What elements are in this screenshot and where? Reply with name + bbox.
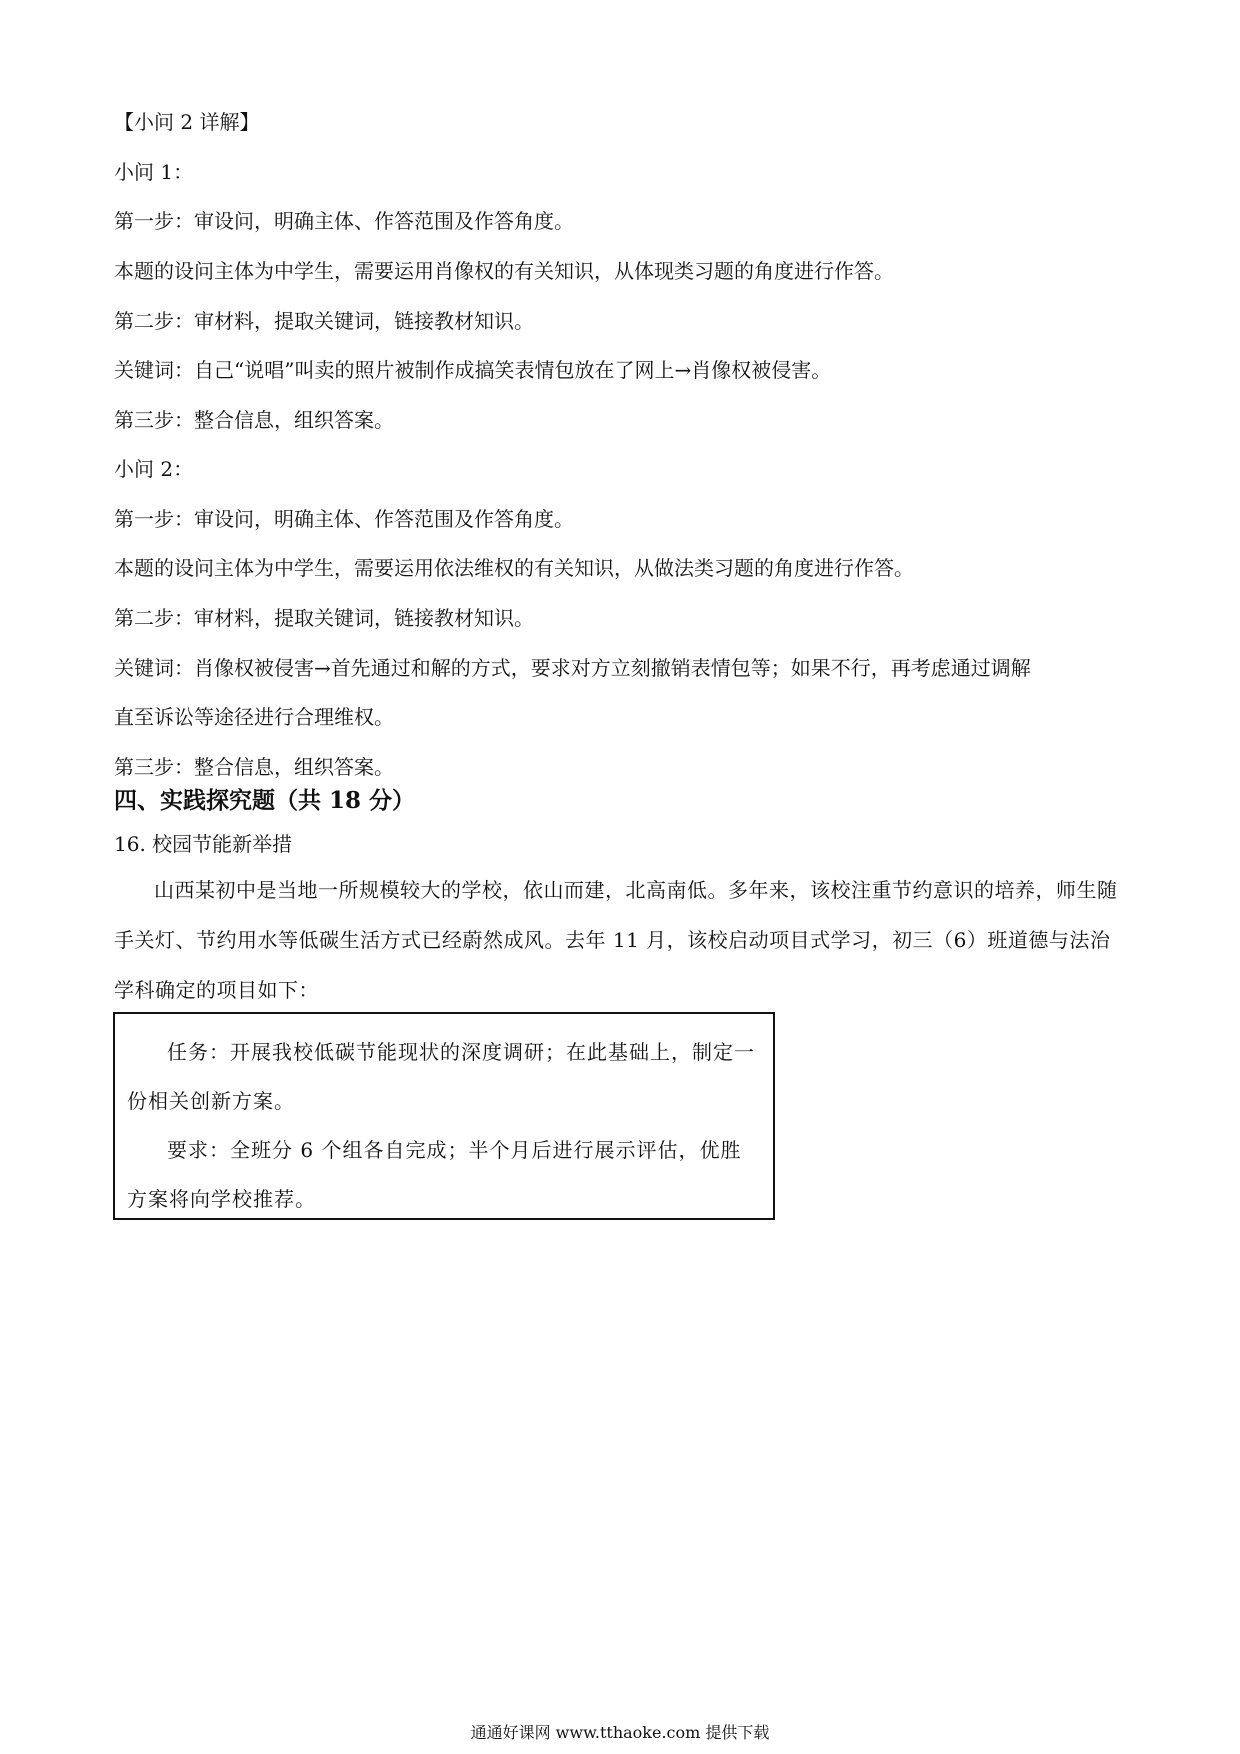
step-1-text: 第一步：审设问，明确主体、作答范围及作答角度。 — [114, 507, 574, 531]
answer-detail-heading: 【小问 2 详解】 — [114, 110, 260, 134]
step-2-text: 第二步：审材料，提取关键词，链接教材知识。 — [114, 606, 534, 630]
subquestion-1-label: 小问 1： — [114, 160, 194, 184]
section-heading: 四、实践探究题（共 18 分） — [114, 787, 416, 814]
keywords-text: 关键词：自己“说唱”叫卖的照片被制作成搞笑表情包放在了网上→肖像权被侵害。 — [114, 358, 832, 382]
project-task-box — [113, 1012, 775, 1220]
step-3-text: 第三步：整合信息，组织答案。 — [114, 755, 394, 779]
step-3-text: 第三步：整合信息，组织答案。 — [114, 408, 394, 432]
keywords-text-continued: 直至诉讼等途径进行合理维权。 — [114, 705, 394, 729]
page-footer: 通通好课网 www.tthaoke.com 提供下载 — [470, 1723, 770, 1742]
task-text: 任务：开展我校低碳节能现状的深度调研；在此基础上，制定一份相关创新方案。 — [127, 1040, 755, 1113]
keywords-text: 关键词：肖像权被侵害→首先通过和解的方式，要求对方立刻撤销表情包等；如果不行，再考虑通过调解 — [114, 656, 1031, 680]
analysis-text: 本题的设问主体为中学生，需要运用依法维权的有关知识，从做法类习题的角度进行作答。 — [114, 556, 914, 580]
step-2-text: 第二步：审材料，提取关键词，链接教材知识。 — [114, 309, 534, 333]
material-paragraph: 山西某初中是当地一所规模较大的学校，依山而建，北高南低。多年来，该校注重节约意识的培养，师生随手关灯、节约用水等低碳生活方式已经蔚然成风。去年 11 月，该校启动项目式学习，初三（6）班道德与法治学科确定的项目如下： — [114, 878, 1118, 1002]
question-title: 16. 校园节能新举措 — [114, 832, 293, 856]
analysis-text: 本题的设问主体为中学生，需要运用肖像权的有关知识，从体现类习题的角度进行作答。 — [114, 259, 894, 283]
subquestion-2-label: 小问 2： — [114, 457, 194, 481]
step-1-text: 第一步：审设问，明确主体、作答范围及作答角度。 — [114, 209, 574, 233]
requirement-text: 要求：全班分 6 个组各自完成；半个月后进行展示评估，优胜方案将向学校推荐。 — [127, 1138, 742, 1211]
